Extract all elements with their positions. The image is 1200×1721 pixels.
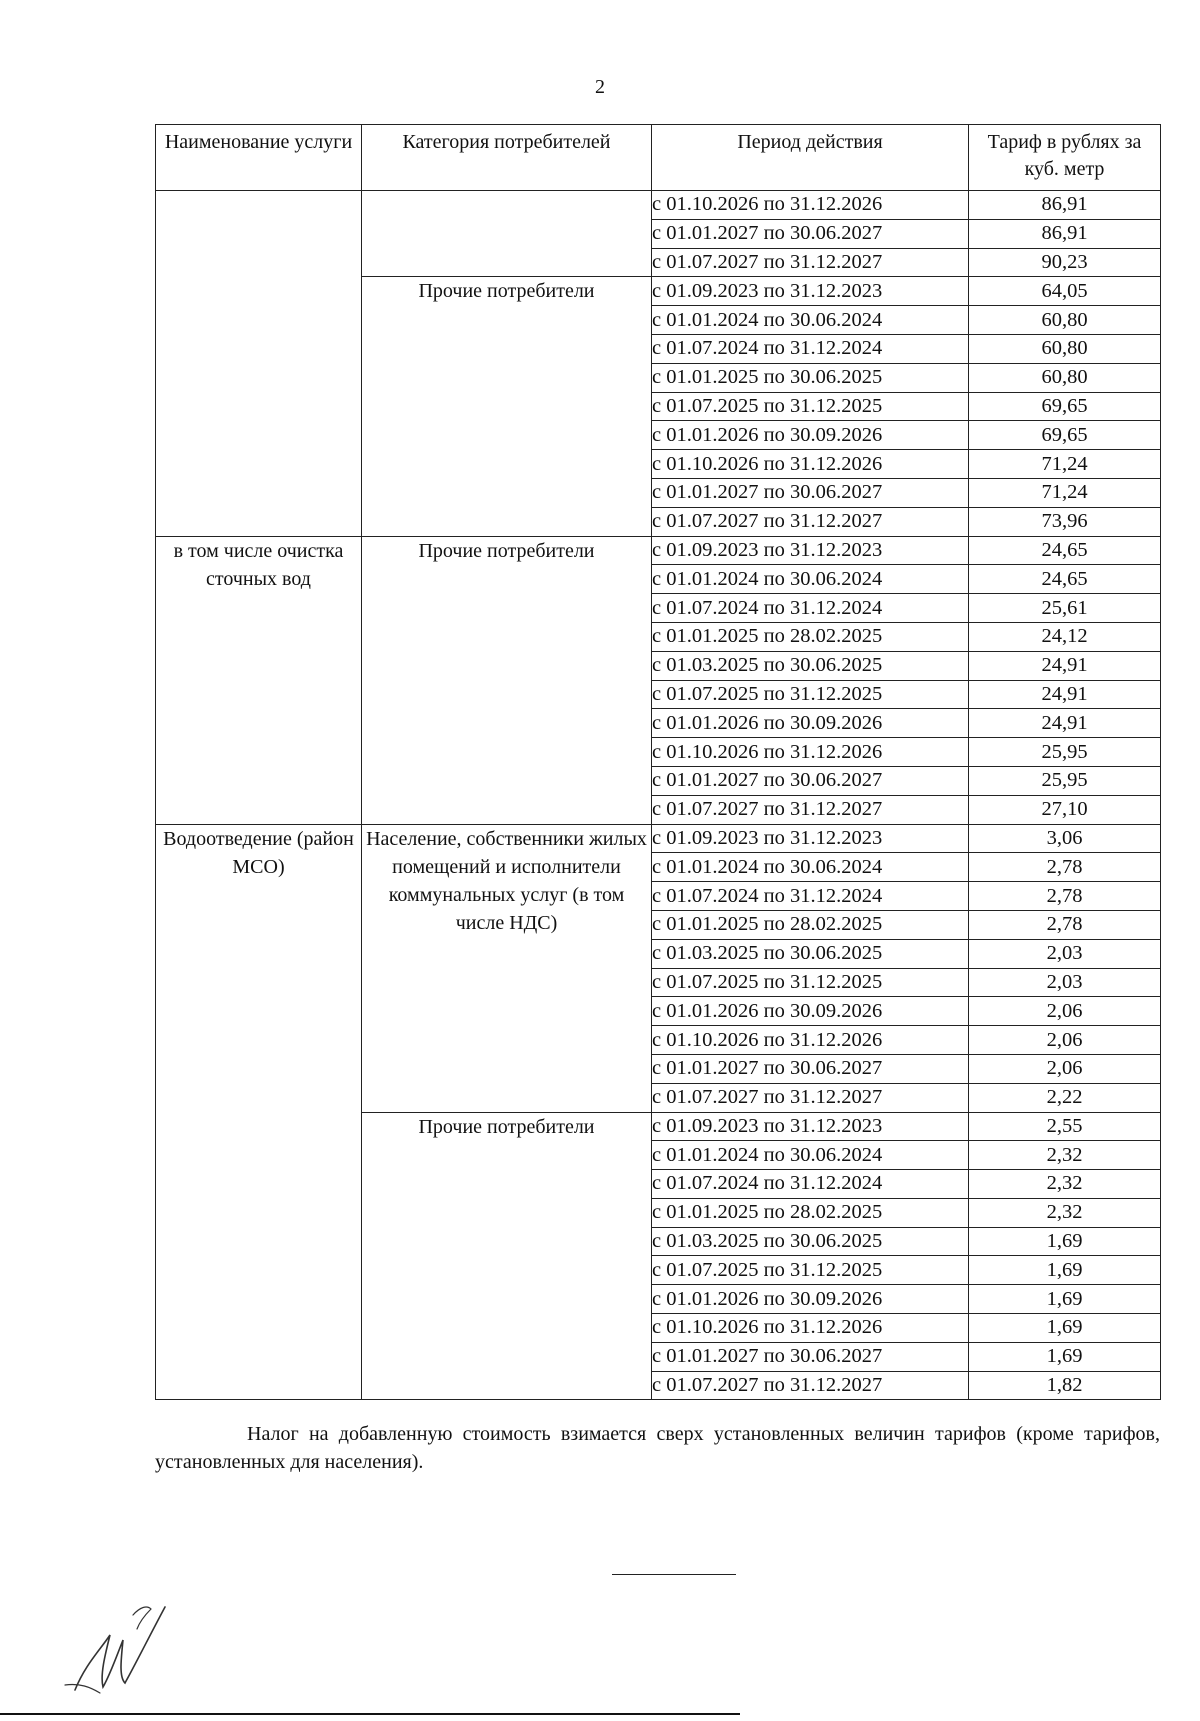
period-cell: с 01.01.2026 по 30.09.2026 (652, 997, 969, 1026)
rate-cell: 90,23 (969, 248, 1161, 277)
period-cell: с 01.03.2025 по 30.06.2025 (652, 939, 969, 968)
period-cell: с 01.10.2026 по 31.12.2026 (652, 1314, 969, 1343)
period-cell: с 01.01.2027 по 30.06.2027 (652, 478, 969, 507)
period-cell: с 01.09.2023 по 31.12.2023 (652, 536, 969, 565)
rate-cell: 2,32 (969, 1170, 1161, 1199)
period-cell: с 01.09.2023 по 31.12.2023 (652, 277, 969, 306)
period-cell: с 01.07.2024 по 31.12.2024 (652, 594, 969, 623)
header-period: Период действия (652, 125, 969, 191)
header-category: Категория потребителей (362, 125, 652, 191)
period-cell: с 01.07.2027 по 31.12.2027 (652, 1371, 969, 1400)
table-body (156, 191, 1161, 1400)
tariff-table (155, 124, 1161, 1400)
signature-mark (55, 1595, 175, 1705)
rate-cell: 25,95 (969, 766, 1161, 795)
page-number: 2 (595, 76, 605, 98)
period-cell: с 01.10.2026 по 31.12.2026 (652, 191, 969, 220)
rate-cell: 24,91 (969, 651, 1161, 680)
period-cell: с 01.01.2027 по 30.06.2027 (652, 219, 969, 248)
period-cell: с 01.01.2026 по 30.09.2026 (652, 709, 969, 738)
rate-cell: 2,78 (969, 853, 1161, 882)
period-cell: с 01.01.2024 по 30.06.2024 (652, 1141, 969, 1170)
rate-cell: 69,65 (969, 392, 1161, 421)
rate-cell: 24,91 (969, 709, 1161, 738)
rate-cell: 25,61 (969, 594, 1161, 623)
rate-cell: 3,06 (969, 824, 1161, 853)
rate-cell: 24,65 (969, 536, 1161, 565)
rate-cell: 69,65 (969, 421, 1161, 450)
period-cell: с 01.07.2027 по 31.12.2027 (652, 507, 969, 536)
service-cell (156, 191, 362, 537)
vat-note: Налог на добавленную стоимость взимается сверх установленных величин тарифов (кроме тарифов, установленных для населения). (155, 1423, 1160, 1473)
rate-cell: 1,69 (969, 1227, 1161, 1256)
period-cell: с 01.07.2024 по 31.12.2024 (652, 882, 969, 911)
period-cell: с 01.03.2025 по 30.06.2025 (652, 1227, 969, 1256)
rate-cell: 2,06 (969, 1026, 1161, 1055)
rate-cell: 2,06 (969, 1054, 1161, 1083)
period-cell: с 01.01.2027 по 30.06.2027 (652, 1054, 969, 1083)
rate-cell: 60,80 (969, 306, 1161, 335)
period-cell: с 01.07.2027 по 31.12.2027 (652, 795, 969, 824)
rate-cell: 27,10 (969, 795, 1161, 824)
rate-cell: 86,91 (969, 219, 1161, 248)
period-cell: с 01.07.2025 по 31.12.2025 (652, 680, 969, 709)
rate-cell: 25,95 (969, 738, 1161, 767)
rate-cell: 24,91 (969, 680, 1161, 709)
category-cell: Население, собственники жилых помещений и исполнители коммунальных услуг (в том числе НДС) (362, 824, 652, 1112)
period-cell: с 01.01.2024 по 30.06.2024 (652, 565, 969, 594)
table-row (156, 536, 1161, 565)
period-cell: с 01.10.2026 по 31.12.2026 (652, 1026, 969, 1055)
category-cell: Прочие потребители (362, 1112, 652, 1400)
period-cell: с 01.01.2026 по 30.09.2026 (652, 1285, 969, 1314)
period-cell: с 01.07.2025 по 31.12.2025 (652, 1256, 969, 1285)
period-cell: с 01.01.2027 по 30.06.2027 (652, 766, 969, 795)
rate-cell: 86,91 (969, 191, 1161, 220)
end-divider (612, 1574, 736, 1575)
period-cell: с 01.01.2025 по 30.06.2025 (652, 363, 969, 392)
period-cell: с 01.10.2026 по 31.12.2026 (652, 450, 969, 479)
table-header-row (156, 125, 1161, 191)
period-cell: с 01.07.2024 по 31.12.2024 (652, 1170, 969, 1199)
period-cell: с 01.01.2026 по 30.09.2026 (652, 421, 969, 450)
rate-cell: 2,06 (969, 997, 1161, 1026)
rate-cell: 2,03 (969, 939, 1161, 968)
header-rate: Тариф в рублях за куб. метр (969, 125, 1161, 191)
rate-cell: 71,24 (969, 450, 1161, 479)
period-cell: с 01.07.2027 по 31.12.2027 (652, 248, 969, 277)
period-cell: с 01.07.2025 по 31.12.2025 (652, 968, 969, 997)
rate-cell: 60,80 (969, 363, 1161, 392)
table-row (156, 191, 1161, 220)
period-cell: с 01.01.2024 по 30.06.2024 (652, 853, 969, 882)
rate-cell: 1,82 (969, 1371, 1161, 1400)
category-cell: Прочие потребители (362, 536, 652, 824)
rate-cell: 24,12 (969, 622, 1161, 651)
period-cell: с 01.07.2024 по 31.12.2024 (652, 334, 969, 363)
rate-cell: 64,05 (969, 277, 1161, 306)
rate-cell: 1,69 (969, 1342, 1161, 1371)
rate-cell: 71,24 (969, 478, 1161, 507)
header-service: Наименование услуги (156, 125, 362, 191)
category-cell: Прочие потребители (362, 277, 652, 536)
rate-cell: 2,22 (969, 1083, 1161, 1112)
rate-cell: 2,32 (969, 1141, 1161, 1170)
rate-cell: 2,78 (969, 882, 1161, 911)
period-cell: с 01.01.2025 по 28.02.2025 (652, 622, 969, 651)
service-cell: в том числе очистка сточных вод (156, 536, 362, 824)
period-cell: с 01.09.2023 по 31.12.2023 (652, 824, 969, 853)
rate-cell: 1,69 (969, 1314, 1161, 1343)
table-row (156, 824, 1161, 853)
rate-cell: 73,96 (969, 507, 1161, 536)
period-cell: с 01.10.2026 по 31.12.2026 (652, 738, 969, 767)
period-cell: с 01.07.2027 по 31.12.2027 (652, 1083, 969, 1112)
rate-cell: 2,03 (969, 968, 1161, 997)
period-cell: с 01.01.2024 по 30.06.2024 (652, 306, 969, 335)
period-cell: с 01.03.2025 по 30.06.2025 (652, 651, 969, 680)
rate-cell: 24,65 (969, 565, 1161, 594)
rate-cell: 2,32 (969, 1198, 1161, 1227)
period-cell: с 01.01.2025 по 28.02.2025 (652, 910, 969, 939)
rate-cell: 2,55 (969, 1112, 1161, 1141)
rate-cell: 1,69 (969, 1256, 1161, 1285)
period-cell: с 01.01.2025 по 28.02.2025 (652, 1198, 969, 1227)
period-cell: с 01.09.2023 по 31.12.2023 (652, 1112, 969, 1141)
rate-cell: 2,78 (969, 910, 1161, 939)
rate-cell: 60,80 (969, 334, 1161, 363)
bottom-rule (0, 1713, 740, 1715)
category-cell (362, 191, 652, 277)
service-cell: Водоотведение (район МСО) (156, 824, 362, 1400)
rate-cell: 1,69 (969, 1285, 1161, 1314)
period-cell: с 01.01.2027 по 30.06.2027 (652, 1342, 969, 1371)
period-cell: с 01.07.2025 по 31.12.2025 (652, 392, 969, 421)
